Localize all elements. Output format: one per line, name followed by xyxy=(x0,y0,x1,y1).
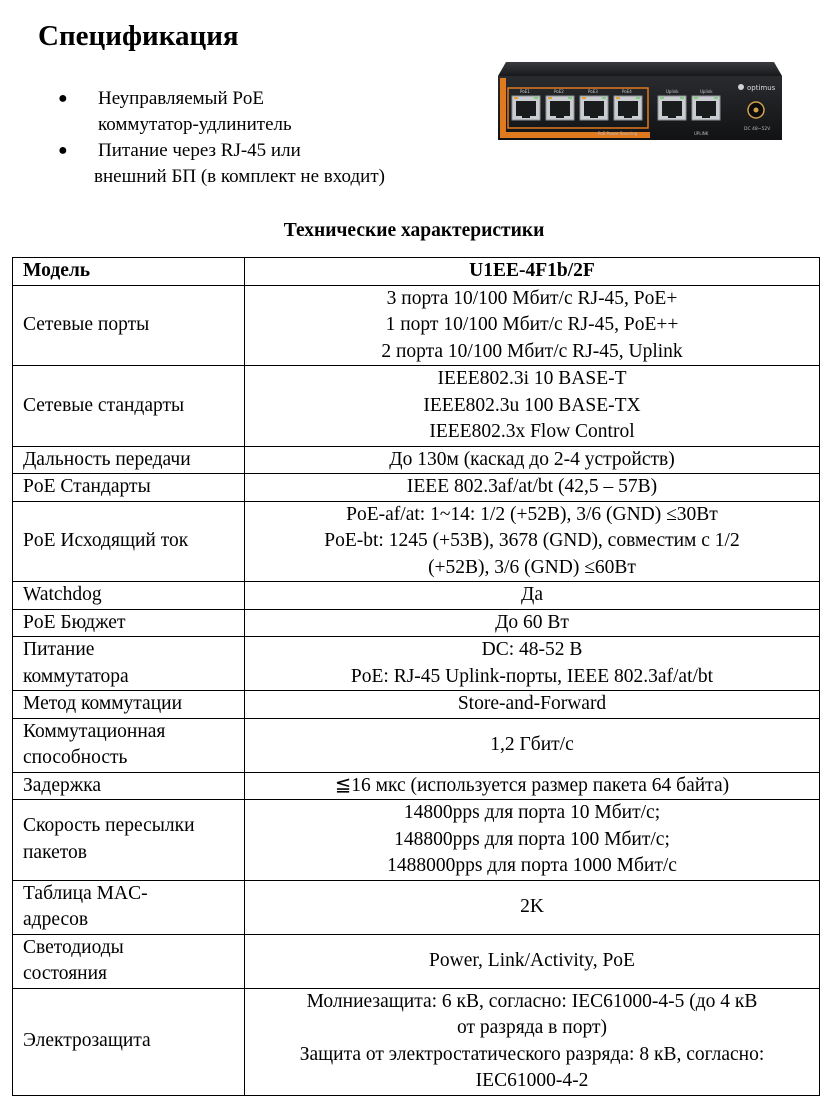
spec-value-line: PoE: RJ-45 Uplink-порты, IEEE 802.3af/at/bt xyxy=(350,665,714,687)
spec-key-cell xyxy=(13,718,245,772)
table-row xyxy=(13,474,820,502)
table-row xyxy=(13,366,820,447)
spec-key-line: коммутатора xyxy=(23,665,129,687)
spec-value-cell xyxy=(245,609,820,637)
spec-value-line: 2K xyxy=(520,895,544,917)
spec-value-line: (+52B), 3/6 (GND) ≤60Вт xyxy=(428,556,636,578)
spec-value-line: от разряда в порт) xyxy=(457,1017,607,1038)
brand-name: optimus xyxy=(747,84,776,92)
spec-value-line: 14800pps для порта 10 Мбит/с; xyxy=(403,802,661,823)
spec-key-cell xyxy=(13,880,245,934)
spec-value-line: ≦16 мкс (используется размер пакета 64 байта) xyxy=(334,774,730,796)
spec-value-line: 1488000pps для порта 1000 Мбит/с xyxy=(387,855,677,876)
spec-value-cell xyxy=(245,637,820,691)
spec-key-line: Сетевые порты xyxy=(23,314,150,335)
spec-value-cell xyxy=(245,718,820,772)
port-label: Uplink xyxy=(700,89,713,94)
spec-value-line: DC: 48-52 В xyxy=(481,639,583,660)
spec-value-line: 1 порт 10/100 Мбит/с RJ-45, PoE++ xyxy=(385,314,679,335)
spec-value-line: IEEE802.3u 100 BASE-TX xyxy=(423,394,641,416)
port-label: PoE2 xyxy=(554,89,564,94)
table-row xyxy=(13,718,820,772)
spec-value-cell xyxy=(245,285,820,366)
spec-value-line: До 60 Вт xyxy=(495,611,569,633)
spec-table xyxy=(12,257,820,1096)
spec-key-cell xyxy=(13,988,245,1095)
table-row xyxy=(13,285,820,366)
table-row xyxy=(13,880,820,934)
table-header-key: Модель xyxy=(13,258,245,286)
spec-value-line: 3 порта 10/100 Мбит/с RJ-45, PoE+ xyxy=(386,287,678,309)
spec-key-cell xyxy=(13,285,245,366)
spec-key-cell xyxy=(13,366,245,447)
spec-value-line: 1,2 Гбит/с xyxy=(490,733,574,755)
table-row xyxy=(13,446,820,474)
spec-key-cell xyxy=(13,582,245,610)
spec-key-line: состояния xyxy=(23,963,107,984)
spec-value-line: Защита от электростатического разряда: 8 кВ, согласно: xyxy=(299,1043,765,1065)
table-row xyxy=(13,800,820,881)
spec-value-line: 2 порта 10/100 Мбит/с RJ-45, Uplink xyxy=(381,340,683,362)
spec-value-line: IEEE 802.3af/at/bt (42,5 – 57B) xyxy=(406,476,658,497)
spec-value-line: Store-and-Forward xyxy=(457,693,607,714)
spec-value-cell xyxy=(245,366,820,447)
spec-key-line: PoE Бюджет xyxy=(23,611,126,633)
spec-key-line: Задержка xyxy=(23,774,102,796)
spec-key-line: способность xyxy=(23,747,128,768)
bullet-icon: ● xyxy=(58,90,68,107)
brand-logo-icon xyxy=(738,84,744,90)
orange-accent xyxy=(500,78,506,138)
spec-value-cell xyxy=(245,934,820,988)
spec-value-cell xyxy=(245,800,820,881)
spec-value-cell xyxy=(245,772,820,800)
spec-value-line: PoE-bt: 1245 (+53B), 3678 (GND), совместим с 1/2 xyxy=(324,530,740,551)
page-title: Спецификация xyxy=(38,20,239,52)
spec-value-cell xyxy=(245,446,820,474)
spec-value-cell xyxy=(245,474,820,502)
spec-value-line: Power, Link/Activity, PoE xyxy=(429,949,635,971)
spec-key-line: PoE Стандарты xyxy=(23,476,151,497)
port-label: PoE1 xyxy=(520,89,530,94)
spec-key-line: Коммутационная xyxy=(23,720,166,742)
port-label: Uplink xyxy=(666,89,679,94)
dc-label: DC 48~52V xyxy=(744,127,771,132)
spec-key-cell xyxy=(13,800,245,881)
port-label: PoE4 xyxy=(622,89,632,94)
spec-value-line: IEEE802.3x Flow Control xyxy=(429,421,635,442)
table-header-row xyxy=(13,258,820,286)
table-row xyxy=(13,934,820,988)
table-row xyxy=(13,609,820,637)
spec-value-line: PoE-af/at: 1~14: 1/2 (+52B), 3/6 (GND) ≤30Вт xyxy=(346,503,718,525)
spec-value-cell xyxy=(245,691,820,719)
spec-value-cell xyxy=(245,501,820,582)
feature-line: Питание через RJ-45 или xyxy=(98,140,301,161)
spec-key-cell xyxy=(13,934,245,988)
spec-key-line: Таблица MAC- xyxy=(23,882,148,904)
port-group-label: UPLINK xyxy=(694,131,709,136)
spec-key-cell xyxy=(13,691,245,719)
spec-value-line: 148800pps для порта 100 Мбит/с; xyxy=(394,828,670,850)
table-row xyxy=(13,988,820,1095)
spec-key-line: Метод коммутации xyxy=(23,693,182,714)
spec-value-cell xyxy=(245,880,820,934)
spec-value-cell xyxy=(245,582,820,610)
spec-key-cell xyxy=(13,637,245,691)
spec-key-cell xyxy=(13,609,245,637)
spec-key-line: адресов xyxy=(23,909,89,930)
spec-key-line: Watchdog xyxy=(23,584,102,605)
table-row xyxy=(13,501,820,582)
section-title: Технические характеристики xyxy=(283,220,545,241)
switch-product-image xyxy=(498,58,782,142)
spec-key-line: Скорость пересылки xyxy=(23,815,195,837)
port-label: PoE3 xyxy=(588,89,598,94)
feature-item xyxy=(58,138,478,190)
spec-key-line: Светодиоды xyxy=(23,936,124,958)
table-row xyxy=(13,772,820,800)
port-group-label: PoE Power Sourcing xyxy=(598,131,638,136)
spec-key-cell xyxy=(13,474,245,502)
table-header-value: U1EE-4F1b/2F xyxy=(245,258,820,286)
spec-value-cell xyxy=(245,988,820,1095)
table-row xyxy=(13,637,820,691)
spec-key-line: Сетевые стандарты xyxy=(23,394,185,416)
bullet-icon: ● xyxy=(58,142,68,159)
spec-key-cell xyxy=(13,446,245,474)
spec-key-line: пакетов xyxy=(23,841,87,863)
spec-value-line: IEEE802.3i 10 BASE-T xyxy=(437,368,627,389)
spec-key-line: Электрозащита xyxy=(23,1030,151,1052)
spec-key-line: PoE Исходящий ток xyxy=(23,530,189,551)
feature-line: Неуправляемый PoE xyxy=(98,88,265,109)
table-row xyxy=(13,691,820,719)
feature-line: внешний БП (в комплект не входит) xyxy=(94,166,385,187)
spec-key-cell xyxy=(13,772,245,800)
feature-list xyxy=(58,86,478,190)
spec-value-line: Да xyxy=(521,584,543,605)
table-row xyxy=(13,582,820,610)
feature-item xyxy=(58,86,478,138)
spec-key-line: Питание xyxy=(23,639,95,660)
spec-key-cell xyxy=(13,501,245,582)
spec-value-line: IEC61000-4-2 xyxy=(475,1070,589,1091)
spec-value-line: До 130м (каскад до 2-4 устройств) xyxy=(389,448,675,470)
feature-line: коммутатор-удлинитель xyxy=(98,114,292,135)
spec-value-line: Молниезащита: 6 кВ, согласно: IEC61000-4-5 (до 4 кВ xyxy=(306,990,758,1012)
spec-key-line: Дальность передачи xyxy=(23,448,191,470)
